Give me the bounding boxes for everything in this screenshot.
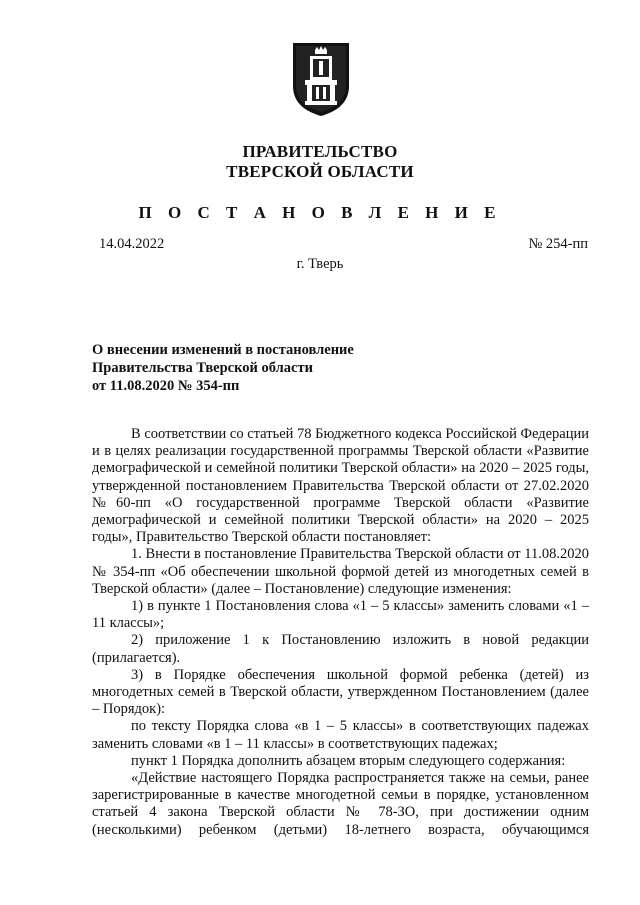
subject-line: от 11.08.2020 № 354-пп <box>92 378 240 394</box>
document-body <box>92 426 589 839</box>
body-paragraph: 1) в пункте 1 Постановления слова «1 – 5 классы» заменить словами «1 – 11 классы»; <box>92 598 589 632</box>
body-paragraph: по тексту Порядка слова «в 1 – 5 классы» в соответствующих падежах заменить словами «в 1 – 11 классы» в соответствующих падежах; <box>92 718 589 752</box>
body-paragraph: 2) приложение 1 к Постановлению изложить в новой редакции (прилагается). <box>92 632 589 666</box>
body-paragraph: «Действие настоящего Порядка распространяется также на семьи, ранее зарегистрированные в качестве многодетной семьи в порядке, установленном статьей 4 закона Тверской области № 78-ЗО, при достижении одним (несколькими) ребенком (детьми) 18-летнего возраста, обучающимся <box>92 770 589 838</box>
body-paragraph: 3) в Порядке обеспечения школьной формой ребенка (детей) из многодетных семей в Тверской области, утвержденном Постановлением (далее – Порядок): <box>92 666 589 718</box>
org-name-line2: ТВЕРСКОЙ ОБЛАСТИ <box>226 162 414 181</box>
body-paragraph: 1. Внести в постановление Правительства Тверской области от 11.08.2020 № 354-пп «Об обеспечении школьной формой детей из многодетных семей в Тверской области» (далее – Постановление) следующие изменения: <box>92 546 589 597</box>
subject-line: Правительства Тверской области <box>92 360 313 376</box>
document-city: г. Тверь <box>296 256 344 272</box>
document-date: 14.04.2022 <box>99 236 165 252</box>
document-number: № 254-пп <box>528 236 588 252</box>
document-type: П О С Т А Н О В Л Е Н И Е <box>138 203 502 222</box>
body-paragraph: В соответствии со статьей 78 Бюджетного кодекса Российской Федерации и в целях реализации государственной программы Тверской области «Развитие демографической и семейной политики Тверской области» на 2020 – 2025 годы, утвержденной постановлением Правительства Тверской области от 27.02.2020 №60-пп «О государственной программе Тверской области «Развитие демографической и семейной политики Тверской области» на 2020 – 2025 годы», Правительство Тверской области постановляет: <box>92 426 589 546</box>
coat-of-arms-icon <box>290 40 352 118</box>
body-paragraph: пункт 1 Порядка дополнить абзацем вторым следующего содержания: <box>131 752 566 769</box>
org-name-line1: ПРАВИТЕЛЬСТВО <box>242 142 398 161</box>
subject-line: О внесении изменений в постановление <box>92 342 354 358</box>
document-subject <box>92 341 354 395</box>
